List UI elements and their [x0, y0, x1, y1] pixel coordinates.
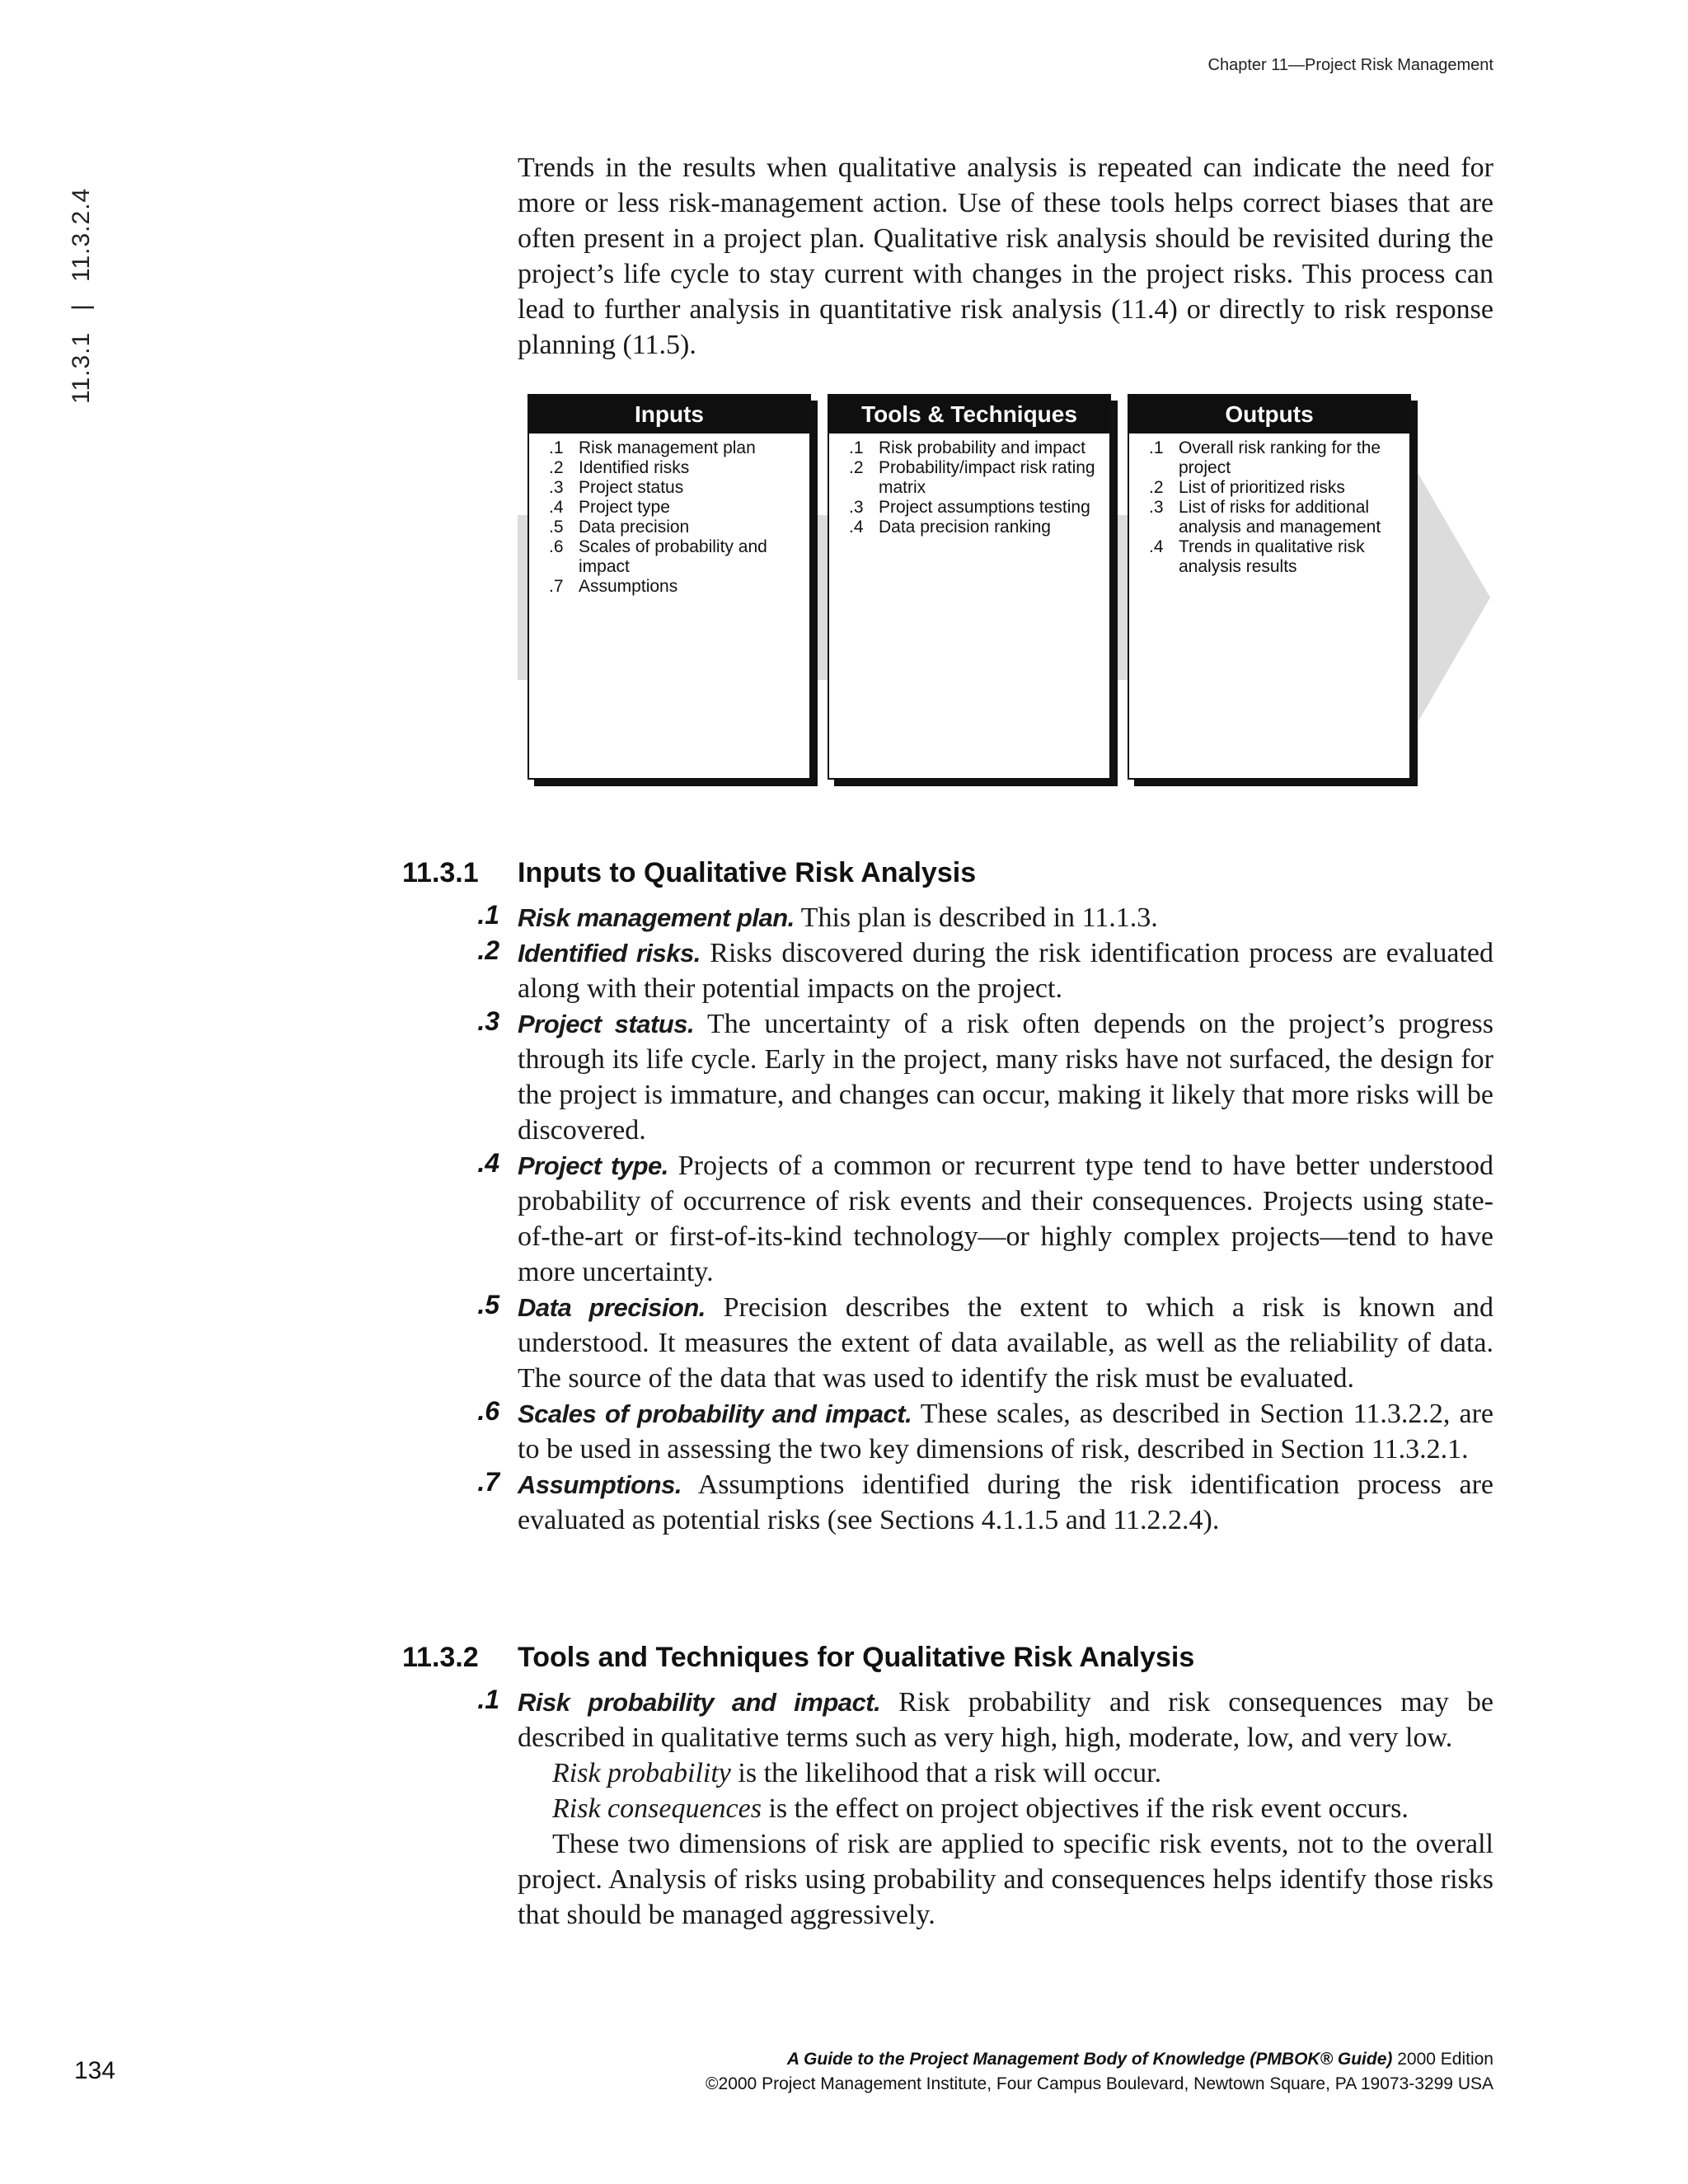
list-item: .6 Scales of probability and impact — [549, 537, 767, 576]
list-item: .7 Assumptions — [549, 577, 678, 596]
list-item: .1 Overall risk ranking for the project — [1149, 438, 1381, 477]
section-heading-tools — [402, 1642, 1194, 1674]
definition-risk-consequences: Risk consequences is the effect on project objectives if the risk event occurs. — [552, 1793, 1409, 1824]
list-item: .1 Risk management plan — [549, 438, 756, 457]
list-item: .4 Project type — [549, 498, 670, 517]
list-item: .3 List of risks for additional analysis and management — [1149, 498, 1381, 537]
section-heading-inputs — [402, 857, 976, 889]
list-item: .1 Risk probability and impact. Risk probability and risk consequences may be described in qualitative terms such as very high, high, moderate, low, and very low. — [477, 1685, 1493, 1753]
side-tab-start: 11.3.1 — [68, 331, 95, 404]
list-item: .4 Trends in qualitative risk analysis results — [1149, 537, 1365, 576]
tools-list — [829, 438, 1109, 537]
list-item: .1 Risk management plan. This plan is described in 11.1.3. — [477, 900, 1158, 933]
outputs-box — [1128, 394, 1411, 780]
footer-edition: 2000 Edition — [1392, 2050, 1493, 2069]
footer-copyright: ©2000 Project Management Institute, Four Campus Boulevard, Newtown Square, PA 19073-3299 USA — [706, 2074, 1493, 2093]
process-diagram — [518, 387, 1493, 783]
list-item: .2 Identified risks. Risks discovered during the risk identification process are evaluated along with their potential impacts on the project. — [477, 935, 1493, 1004]
list-item: .3 Project assumptions testing — [849, 498, 1090, 517]
tools-box — [828, 394, 1111, 780]
inputs-box — [528, 394, 811, 780]
list-item: .7 Assumptions. Assumptions identified during the risk identification process are evaluated as potential risks (see Sections 4.1.1.5 and 11.2.2.4). — [477, 1467, 1493, 1535]
tools-items — [0, 1685, 1688, 1933]
list-item: .2 Probability/impact risk rating matrix — [849, 458, 1095, 497]
intro-paragraph: Trends in the results when qualitative analysis is repeated can indicate the need for more or less risk-management action. Use of these tools helps correct biases that are often present in a project plan. Qualitative risk analysis should be revisited during the project’s life cycle to stay current with changes in the project risks. This process can lead to further analysis in quantitative risk analysis (11.4) or directly to risk response planning (11.5). — [518, 152, 1493, 360]
footer-book-title: A Guide to the Project Management Body of Knowledge (PMBOK® Guide) — [786, 2050, 1393, 2069]
list-item: .2 List of prioritized risks — [1149, 478, 1345, 497]
section-number: 11.3.2 — [402, 1642, 479, 1673]
list-item: .2 Identified risks — [549, 458, 690, 477]
inputs-box-title: Inputs — [529, 396, 809, 434]
outputs-list — [1129, 438, 1409, 577]
footer — [706, 2047, 1493, 2097]
side-tab-separator: | — [68, 303, 95, 311]
list-item: .4 Project type. Projects of a common or recurrent type tend to have better understood probability of occurrence of risk events and their consequences. Projects using state-of-the-art or first-of-its-kind technology—or highly complex projects—tend to have more uncertainty. — [477, 1148, 1494, 1287]
inputs-items — [0, 900, 1688, 1538]
outputs-box-title: Outputs — [1129, 396, 1409, 434]
tools-box-title: Tools & Techniques — [829, 396, 1109, 434]
running-head: Chapter 11—Project Risk Management — [1207, 56, 1493, 74]
list-item: .5 Data precision — [549, 518, 690, 537]
list-item: .6 Scales of probability and impact. These scales, as described in Section 11.3.2.2, are to be used in assessing the two key dimensions of risk, described in Section 11.3.2.1. — [477, 1396, 1493, 1465]
body-paragraph: These two dimensions of risk are applied to specific risk events, not to the overall project. Analysis of risks using probability and consequences helps identify those risks that should be managed aggressively. — [518, 1829, 1493, 1930]
section-title: Tools and Techniques for Qualitative Risk Analysis — [518, 1642, 1195, 1673]
inputs-list — [529, 438, 809, 597]
list-item: .4 Data precision ranking — [849, 518, 1051, 537]
side-tab-end: 11.3.2.4 — [68, 187, 95, 283]
page-number: 134 — [74, 2057, 116, 2084]
list-item: .3 Project status. The uncertainty of a risk often depends on the project’s progress through its life cycle. Early in the project, many risks have not surfaced, the design for the project is immature, and changes can occur, making it likely that more risks will be discovered. — [477, 1006, 1494, 1146]
list-item: .5 Data precision. Precision describes the extent to which a risk is known and understood. It measures the extent of data available, as well as the reliability of data. The source of the data that was used to identify the risk must be evaluated. — [477, 1290, 1493, 1394]
side-tab — [68, 188, 96, 404]
definition-risk-probability: Risk probability is the likelihood that a risk will occur. — [552, 1758, 1162, 1788]
section-title: Inputs to Qualitative Risk Analysis — [518, 857, 977, 888]
list-item: .3 Project status — [549, 478, 684, 497]
section-number: 11.3.1 — [402, 857, 479, 888]
list-item: .1 Risk probability and impact — [849, 438, 1085, 457]
